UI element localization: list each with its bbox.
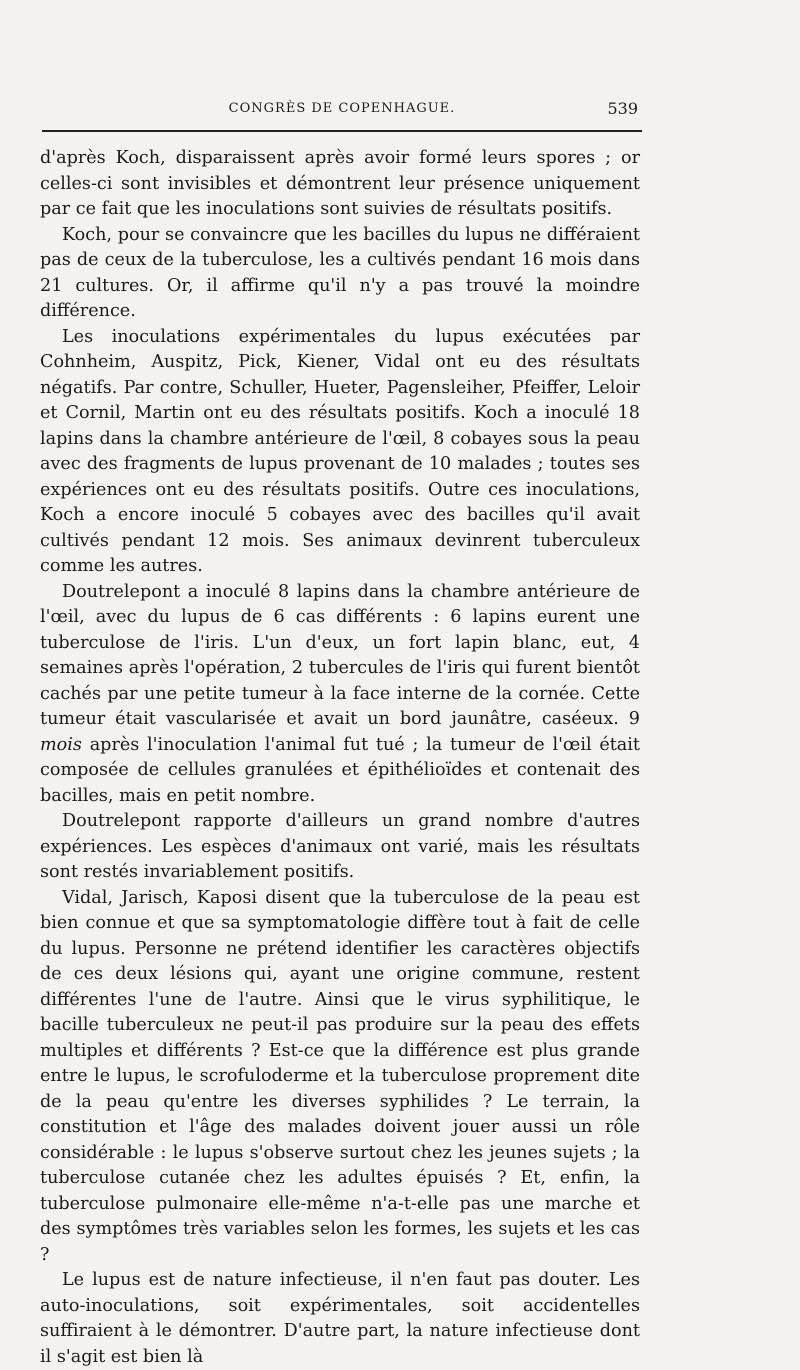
paragraph: Doutrelepont rapporte d'ailleurs un grand nombre d'autres expériences. Les espèces d'animaux ont varié, mais les résultats sont restés invariablement positifs. [40, 811, 640, 882]
page-number: 539 [607, 99, 638, 118]
body-text [40, 146, 640, 1370]
header-rule [42, 130, 642, 132]
paragraph [40, 580, 640, 810]
paragraph-continued: d'après Koch, disparaissent après avoir formé leurs spores ; or celles-ci sont invisibles et démontrent leur présence uniquement par ce fait que les inoculations sont suivies de résultats positifs. [40, 148, 640, 219]
paragraph: Vidal, Jarisch, Kaposi disent que la tuberculose de la peau est bien connue et que sa symptomatologie diffère tout à fait de celle du lupus. Personne ne prétend identifier les caractères objectifs de ces deux lésions qui, ayant une origine commune, restent différentes l'une de l'autre. Ainsi que le virus syphilitique, le bacille tuberculeux ne peut-il pas produire sur la peau des effets multiples et différents ? Est-ce que la différence est plus grande entre le lupus, le scrofuloderme et la tuberculose proprement dite de la peau qu'entre les diverses syphilides ? Le terrain, la constitution et l'âge des malades doivent jouer aussi un rôle considérable : le lupus s'observe surtout chez les jeunes sujets ; la tuberculose cutanée chez les adultes épuisés ? Et, enfin, la tuberculose pulmonaire elle-même n'a-t-elle pas une marche et des symptômes très variables selon les formes, les sujets et les cas ? [40, 887, 640, 1265]
paragraph: Les inoculations expérimentales du lupus exécutées par Cohnheim, Auspitz, Pick, Kiener, Vidal ont eu des résultats négatifs. Par contre, Schuller, Hueter, Pagensleiher, Pfeiffer, Leloir et Cornil, Martin ont eu des résultats positifs. Koch a inoculé 18 lapins dans la chambre antérieure de l'œil, 8 cobayes sous la peau avec des fragments de lupus provenant de 10 malades ; toutes ses expériences ont eu des résultats positifs. Outre ces inoculations, Koch a encore inoculé 5 cobayes avec des bacilles qu'il avait cultivés pendant 12 mois. Ses animaux devinrent tuberculeux comme les autres. [40, 326, 640, 576]
paragraph-text: Doutrelepont a inoculé 8 lapins dans la chambre antérieure de l'œil, avec du lupus de 6 cas différents : 6 lapins eurent une tuberculose de l'iris. L'un d'eux, un fort lapin blanc, eut, 4 semaines après l'opération, 2 tubercules de l'iris qui furent bientôt cachés par une petite tumeur à la face interne de la cornée. Cette tumeur était vascularisée et avait un bord jaunâtre, caséeux. 9 [40, 581, 640, 729]
running-head: CONGRÈS DE COPENHAGUE. [228, 101, 456, 116]
paragraph-text: après l'inoculation l'animal fut tué ; la tumeur de l'œil était composée de cellules granulées et épithélioïdes et contenait des bacilles, mais en petit nombre. [40, 734, 640, 806]
paragraph: Koch, pour se convaincre que les bacilles du lupus ne différaient pas de ceux de la tuberculose, les a cultivés pendant 16 mois dans 21 cultures. Or, il affirme qu'il n'y a pas trouvé la moindre différence. [40, 224, 640, 321]
page-header [42, 97, 642, 117]
paragraph: Le lupus est de nature infectieuse, il n'en faut pas douter. Les auto-inoculations, soit expérimentales, soit accidentelles suffiraient à le démontrer. D'autre part, la nature infectieuse dont il s'agit est bien là [40, 1270, 640, 1367]
italic-word: mois [40, 734, 82, 755]
